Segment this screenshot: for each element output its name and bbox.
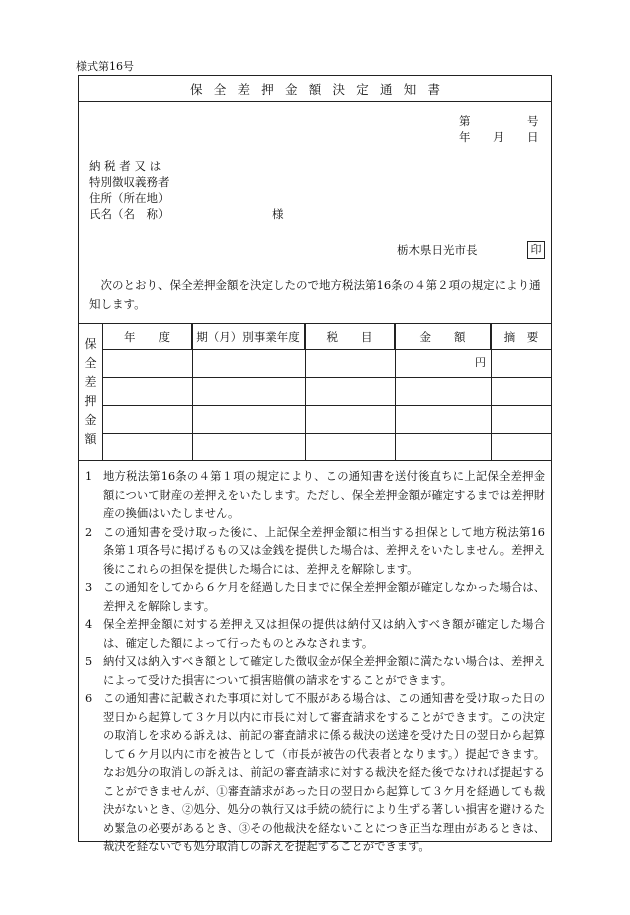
currency-unit: 円 [475, 356, 486, 369]
column-divider [395, 324, 396, 460]
side-char: 保 [84, 337, 97, 351]
note-number: 3 [85, 581, 93, 594]
note-item [85, 690, 545, 857]
note-text: この通知をしてから６ケ月を経過した日までに保全差押金額が確定しなかった場合は、差押えを解除します。 [103, 581, 545, 613]
header-period: 期（月）別事業年度 [192, 324, 305, 349]
note-item [85, 524, 545, 580]
column-divider [305, 324, 306, 460]
recipient-address-label: 住所（所在地） [89, 191, 170, 205]
note-number: 5 [85, 655, 93, 668]
header-fiscal-year: 年 度 [103, 324, 192, 349]
table-side-label [79, 324, 103, 460]
note-text: この通知書を受け取った後に、上記保全差押金額に相当する担保として地方税法第16条第１項各号に掲げるもの又は金銭を提供した場合は、差押えをいたしません。差押え後にこれらの担保を提供した場合には、差押えを解除します。 [103, 525, 545, 576]
note-number: 1 [85, 470, 93, 483]
note-item [85, 616, 545, 653]
note-text: 地方税法第16条の４第１項の規定により、この通知書を送付後直ちに上記保全差押金額について財産の差押えをいたします。ただし、保全差押金額が確定するまでは差押財産の換価はいたしません。 [103, 470, 545, 520]
seal-mark: 印 [527, 241, 545, 259]
side-char: 全 [84, 356, 97, 370]
note-item [85, 579, 545, 616]
header-tax-item: 税 目 [305, 324, 395, 349]
side-char: 金 [84, 413, 97, 427]
note-number: 6 [85, 692, 93, 705]
side-char: 額 [84, 432, 97, 446]
document-title: 保全差押金額決定通知書 [79, 76, 551, 102]
date-day: 日 [527, 130, 539, 144]
note-text: この通知書に記載された事項に対して不服がある場合は、この通知書を受け取った日の翌日から起算して３ケ月以内に市長に対して審査請求をすることができます。この決定の取消しを求める訴えは、前記の審査請求に係る裁決の送達を受けた日の翌日から起算して６ケ月以内に市を被告として（市長が被告の代表者となります。）提起できます。なお処分の取消しの訴えは、前記の審査請求に対する裁決を経た後でなければ提起することができませんが、①審査請求があった日の翌日から起算して３ケ月を経過しても裁決がないとき、②処分、処分の執行又は手続の続行により生ずる著しい損害を避けるため緊急の必要があるとき、③その他裁決を経ないことにつき正当な理由があるときは、裁決を経ないでも処分取消しの訴えを提起することができます。 [103, 692, 545, 853]
date-year: 年 [459, 130, 471, 144]
note-number: 4 [85, 618, 93, 631]
note-number: 2 [85, 525, 93, 539]
note-item [85, 468, 545, 524]
row-divider [103, 433, 551, 434]
header-amount: 金 額 [395, 324, 491, 349]
side-char: 差 [84, 375, 97, 389]
recipient-name-label: 氏名（名 称） [89, 207, 170, 221]
column-divider [192, 324, 193, 460]
issuer-name: 栃木県日光市長 [397, 243, 478, 257]
side-char: 押 [84, 394, 97, 408]
doc-number-suffix: 号 [527, 114, 539, 128]
row-divider [103, 405, 551, 406]
notes-list [85, 468, 545, 857]
date-month: 月 [493, 130, 505, 144]
note-text: 保全差押金額に対する差押え又は担保の提供は納付又は納入すべき額が確定した場合は、確定した額によって行ったものとみなされます。 [103, 618, 545, 650]
recipient-honorific: 様 [272, 207, 284, 221]
recipient-line2: 特別徴収義務者 [89, 175, 170, 189]
note-item [85, 653, 545, 690]
amount-table [79, 323, 551, 461]
notice-form [78, 75, 552, 853]
form-number: 様式第16号 [76, 60, 134, 73]
row-divider [103, 349, 551, 350]
notice-text: 次のとおり、保全差押金額を決定したので地方税法第16条の４第２項の規定により通知します。 [89, 278, 541, 311]
recipient-line1: 納 税 者 又 は [89, 159, 162, 173]
column-divider [491, 324, 492, 460]
header-remarks: 摘 要 [503, 329, 539, 344]
doc-number-prefix: 第 [459, 114, 471, 128]
table-grid [103, 324, 551, 460]
row-divider [103, 377, 551, 378]
note-text: 納付又は納入すべき額として確定した徴収金が保全差押金額に満たない場合は、差押えによって受けた損害について損害賠償の請求をすることができます。 [103, 655, 545, 687]
seal-box [527, 241, 545, 259]
